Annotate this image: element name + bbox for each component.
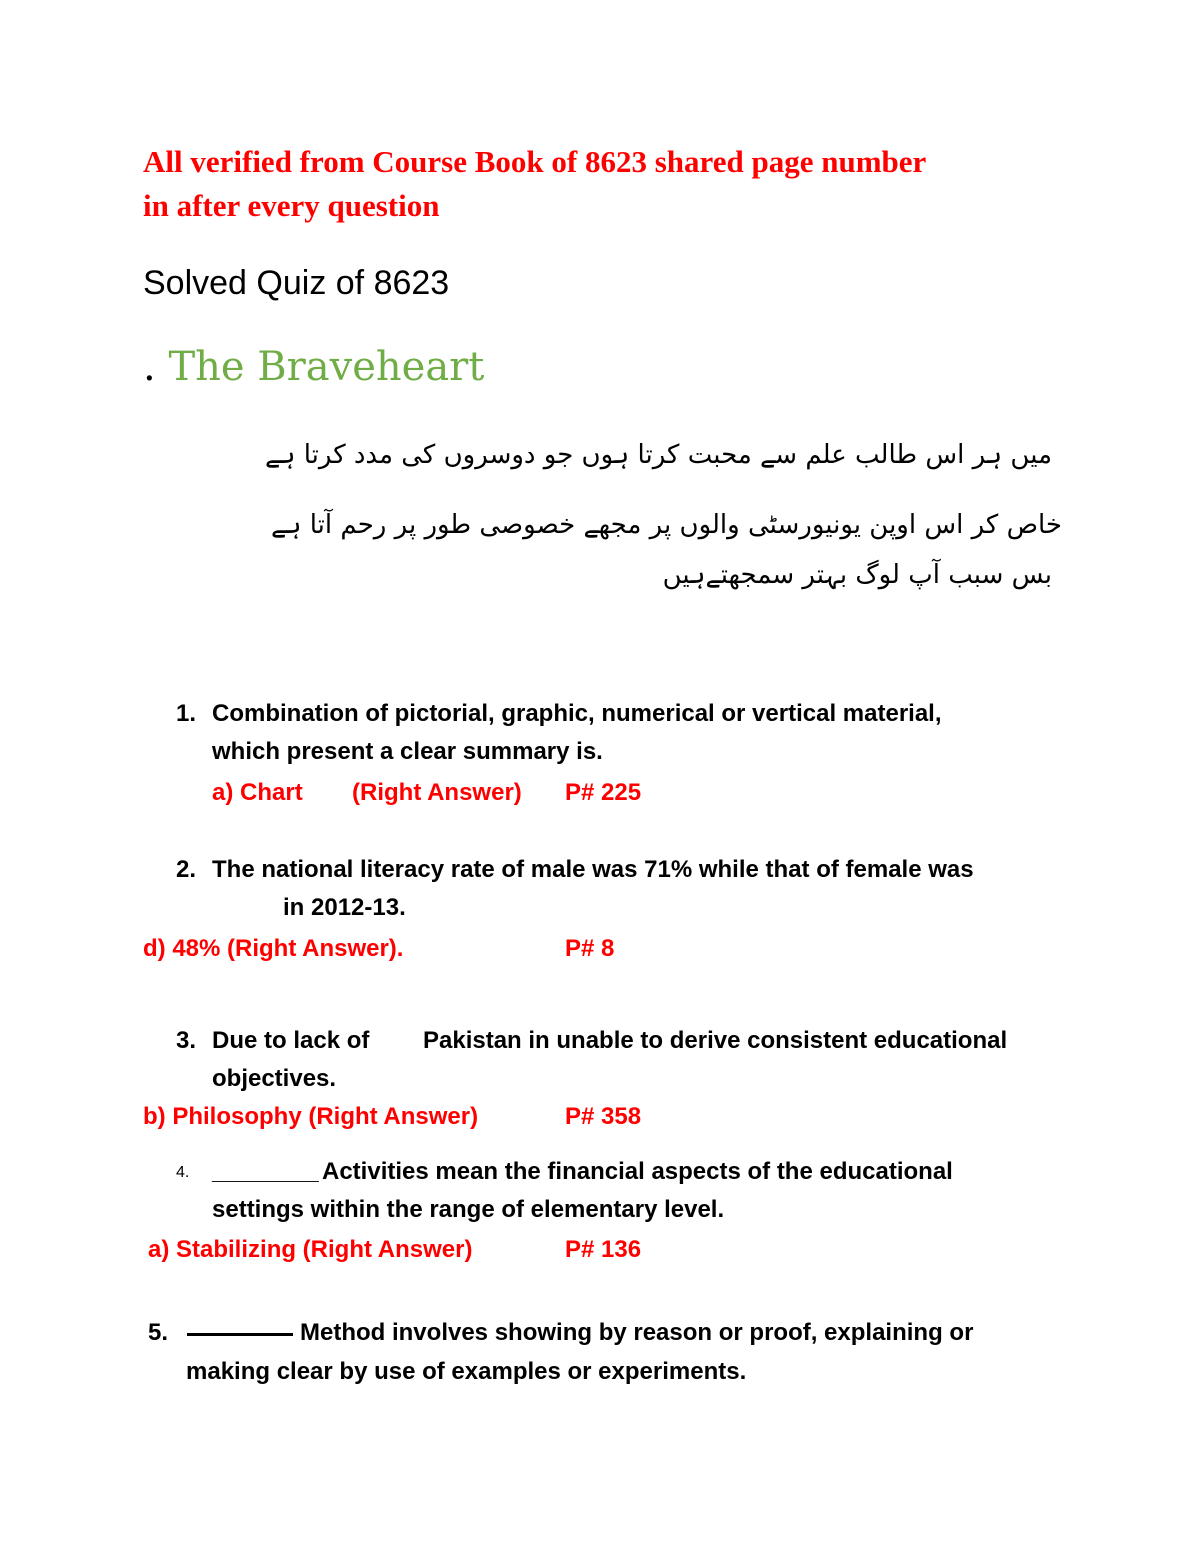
question-text-line-1b: Pakistan in unable to derive consistent educational bbox=[423, 1027, 1008, 1054]
answer-text: b) Philosophy (Right Answer) bbox=[143, 1103, 479, 1130]
question-number: 1. bbox=[176, 700, 197, 727]
question-number: 2. bbox=[176, 856, 197, 883]
urdu-line-1: میں ہر اس طالب علم سے محبت کرتا ہوں جو دوسروں کی مدد کرتا ہے bbox=[264, 440, 1052, 470]
page-title: Solved Quiz of 8623 bbox=[143, 264, 450, 302]
question-number: 4. bbox=[176, 1164, 190, 1181]
urdu-line-3: بس سبب آپ لوگ بہتر سمجھتےہیں bbox=[662, 560, 1052, 590]
question-text-line-2: settings within the range of elementary level. bbox=[212, 1196, 725, 1223]
question-text-line-2: making clear by use of examples or experiments. bbox=[186, 1358, 747, 1385]
page-reference: P# 225 bbox=[565, 779, 642, 806]
brand-heading bbox=[143, 344, 484, 390]
urdu-line-2: خاص کر اس اوپن یونیورسٹی والوں پر مجھے خصوصی طور پر رحم آتا ہے bbox=[271, 510, 1062, 540]
brand-dot: . bbox=[143, 344, 156, 390]
right-answer-tag: (Right Answer) bbox=[352, 779, 522, 806]
question-text-line-1a: Due to lack of bbox=[212, 1027, 370, 1054]
question-text-line-2: objectives. bbox=[212, 1065, 337, 1092]
answer-text: d) 48% (Right Answer). bbox=[143, 935, 404, 962]
question-text-line-1: Method involves showing by reason or proof, explaining or bbox=[300, 1319, 974, 1346]
question-number: 5. bbox=[148, 1319, 169, 1346]
verification-notice bbox=[143, 140, 926, 228]
question-text-line-2: in 2012-13. bbox=[283, 894, 406, 921]
fill-blank-line bbox=[187, 1333, 293, 1336]
brand-name: The Braveheart bbox=[168, 344, 485, 390]
question-number: 3. bbox=[176, 1027, 197, 1054]
answer-text: a) Chart bbox=[212, 779, 303, 806]
question-text-line-1: Combination of pictorial, graphic, numerical or vertical material, bbox=[212, 700, 942, 727]
question-text-line-2: which present a clear summary is. bbox=[212, 738, 603, 765]
fill-blank: ________ bbox=[212, 1158, 319, 1185]
notice-line-2: in after every question bbox=[143, 188, 440, 223]
answer-text: a) Stabilizing (Right Answer) bbox=[148, 1236, 473, 1263]
page-reference: P# 358 bbox=[565, 1103, 642, 1130]
notice-line-1: All verified from Course Book of 8623 shared page number bbox=[143, 144, 927, 179]
page-reference: P# 8 bbox=[565, 935, 615, 962]
page-reference: P# 136 bbox=[565, 1236, 642, 1263]
question-text-line-1: The national literacy rate of male was 71% while that of female was bbox=[212, 856, 974, 883]
question-text-line-1: Activities mean the financial aspects of the educational bbox=[322, 1158, 953, 1185]
